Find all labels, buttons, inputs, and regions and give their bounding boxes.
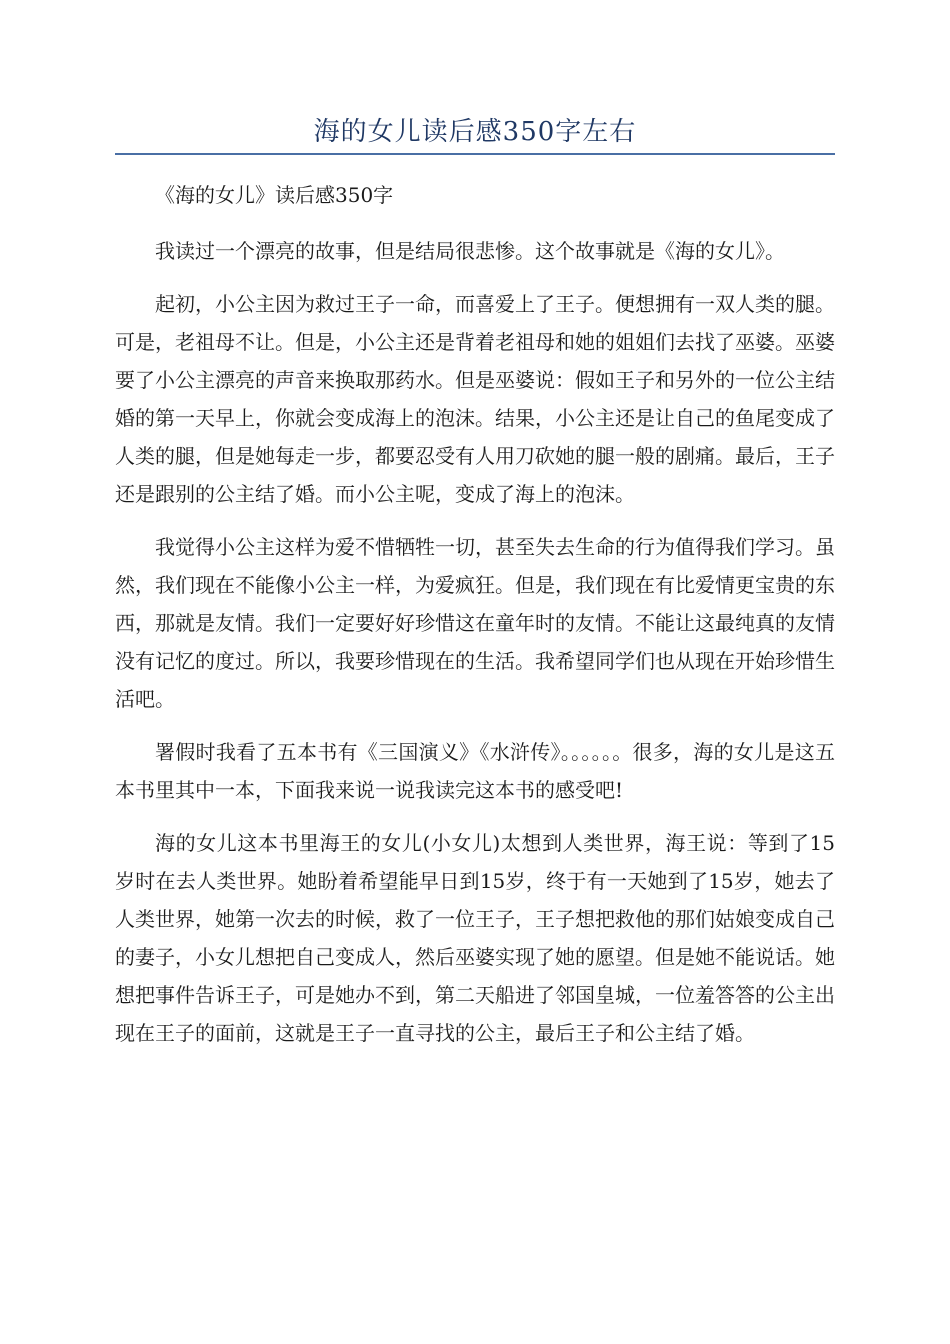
document-title: 海的女儿读后感350字左右	[313, 117, 637, 147]
paragraph-2: 起初，小公主因为救过王子一命，而喜爱上了王子。便想拥有一双人类的腿。可是，老祖母不让。但是，小公主还是背着老祖母和她的姐姐们去找了巫婆。巫婆要了小公主漂亮的声音来换取那药水。但是巫婆说：假如王子和另外的一位公主结婚的第一天早上，你就会变成海上的泡沫。结果，小公主还是让自己的鱼尾变成了人类的腿，但是她每走一步，都要忍受有人用刀砍她的腿一般的剧痛。最后，王子还是跟别的公主结了婚。而小公主呢，变成了海上的泡沫。	[115, 292, 835, 506]
document-body	[115, 176, 835, 1067]
title-underline	[115, 153, 835, 155]
paragraph-4: 署假时我看了五本书有《三国演义》《水浒传》。。。。。。很多，海的女儿是这五本书里其中一本，下面我来说一说我读完这本书的感受吧!	[115, 740, 835, 802]
document-subtitle: 《海的女儿》读后感350字	[155, 183, 394, 207]
paragraph-5: 海的女儿这本书里海王的女儿(小女儿)太想到人类世界，海王说：等到了15岁时在去人类世界。她盼着希望能早日到15岁，终于有一天她到了15岁，她去了人类世界，她第一次去的时候，救了一位王子，王子想把救他的那们姑娘变成自己的妻子，小女儿想把自己变成人，然后巫婆实现了她的愿望。但是她不能说话。她想把事件告诉王子，可是她办不到，第二天船进了邻国皇城，一位羞答答的公主出现在王子的面前，这就是王子一直寻找的公主，最后王子和公主结了婚。	[115, 831, 835, 1045]
paragraph-1: 我读过一个漂亮的故事，但是结局很悲惨。这个故事就是《海的女儿》。	[155, 239, 785, 263]
paragraph-3: 我觉得小公主这样为爱不惜牺牲一切，甚至失去生命的行为值得我们学习。虽然，我们现在不能像小公主一样，为爱疯狂。但是，我们现在有比爱情更宝贵的东西，那就是友情。我们一定要好好珍惜这在童年时的友情。不能让这最纯真的友情没有记忆的度过。所以，我要珍惜现在的生活。我希望同学们也从现在开始珍惜生活吧。	[115, 535, 835, 711]
